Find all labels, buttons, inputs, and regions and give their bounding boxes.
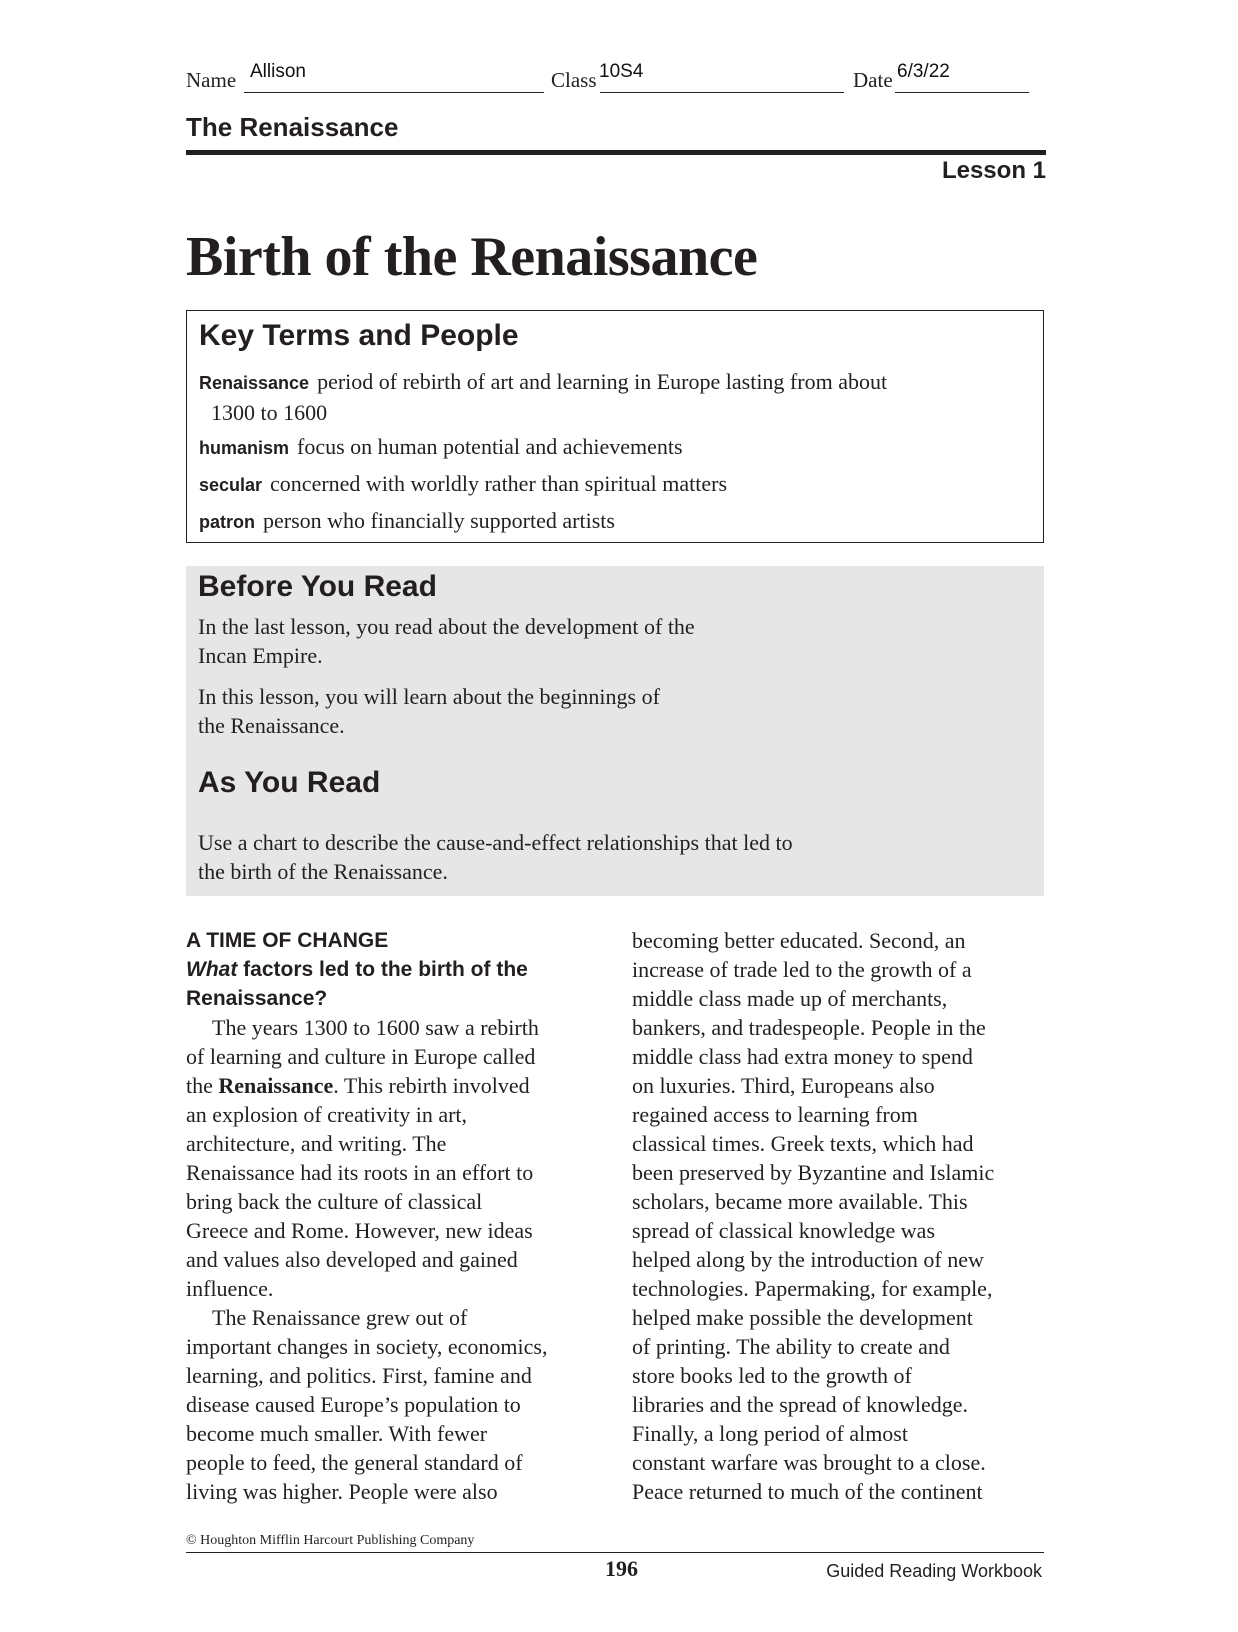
body-line: The Renaissance grew out of [212, 1305, 468, 1330]
name-field[interactable]: Allison [250, 61, 306, 82]
section-question-cont: Renaissance? [186, 987, 328, 1010]
body-line: living was higher. People were also [186, 1479, 498, 1504]
term-definition: period of rebirth of art and learning in Europe lasting from about [317, 369, 888, 394]
body-line: middle class made up of merchants, [632, 986, 948, 1011]
date-underline [895, 92, 1029, 93]
key-term-highlight: Renaissance [218, 1073, 334, 1098]
name-underline [244, 92, 544, 93]
unit-title: The Renaissance [186, 112, 399, 142]
term-word: humanism [199, 438, 290, 458]
body-line: important changes in society, economics, [186, 1334, 548, 1359]
body-line: and values also developed and gained [186, 1247, 518, 1272]
reading-guide-box [186, 566, 1044, 896]
as-you-read-heading: As You Read [198, 766, 381, 799]
body-line: of learning and culture in Europe called [186, 1044, 536, 1069]
body-line: been preserved by Byzantine and Islamic [632, 1160, 995, 1185]
body-line: Greece and Rome. However, new ideas [186, 1218, 533, 1243]
body-line: libraries and the spread of knowledge. [632, 1392, 968, 1417]
body-line: constant warfare was brought to a close. [632, 1450, 986, 1475]
name-label: Name [186, 68, 237, 92]
term-definition-cont: 1300 to 1600 [211, 400, 328, 425]
body-line: regained access to learning from [632, 1102, 918, 1127]
term-row [199, 367, 1029, 427]
key-terms-box [186, 310, 1044, 543]
body-line: the Renaissance. This rebirth involved [186, 1073, 530, 1098]
body-line: classical times. Greek texts, which had [632, 1131, 974, 1156]
body-line: of printing. The ability to create and [632, 1334, 950, 1359]
term-row [199, 432, 1029, 463]
before-you-read-para-2: In this lesson, you will learn about the beginnings of the Renaissance. [198, 684, 660, 738]
body-line: learning, and politics. First, famine and [186, 1363, 532, 1388]
body-line: spread of classical knowledge was [632, 1218, 936, 1243]
body-line: become much smaller. With fewer [186, 1421, 488, 1446]
body-line: disease caused Europe’s population to [186, 1392, 521, 1417]
class-label: Class [551, 68, 597, 92]
before-you-read-para-1: In the last lesson, you read about the development of the Incan Empire. [198, 614, 695, 668]
term-row [199, 506, 1029, 537]
as-you-read-para: Use a chart to describe the cause-and-effect relationships that led to the birth of the Renaissance. [198, 830, 793, 884]
body-line: becoming better educated. Second, an [632, 928, 966, 953]
lesson-label: Lesson 1 [941, 157, 1046, 184]
body-line: middle class had extra money to spend [632, 1044, 973, 1069]
term-definition: concerned with worldly rather than spiritual matters [270, 471, 728, 496]
body-line: helped make possible the development [632, 1305, 973, 1330]
body-line: Renaissance had its roots in an effort to [186, 1160, 534, 1185]
body-line: bring back the culture of classical [186, 1189, 483, 1214]
body-column-left [186, 926, 606, 1506]
body-line: store books led to the growth of [632, 1363, 912, 1388]
body-line: increase of trade led to the growth of a [632, 957, 972, 982]
key-terms-heading: Key Terms and People [199, 319, 519, 352]
term-word: Renaissance [199, 373, 310, 393]
class-field[interactable]: 10S4 [599, 61, 644, 82]
term-word: patron [199, 512, 255, 532]
term-definition: focus on human potential and achievements [297, 434, 683, 459]
term-word: secular [199, 475, 263, 495]
copyright-notice: © Houghton Mifflin Harcourt Publishing Company [186, 1533, 475, 1548]
body-line: an explosion of creativity in art, [186, 1102, 468, 1127]
body-line: Finally, a long period of almost [632, 1421, 908, 1446]
body-line: technologies. Papermaking, for example, [632, 1276, 993, 1301]
body-line: influence. [186, 1276, 274, 1301]
before-you-read-heading: Before You Read [198, 570, 437, 603]
body-line: on luxuries. Third, Europeans also [632, 1073, 935, 1098]
section-heading: A TIME OF CHANGE [186, 929, 389, 952]
body-line: architecture, and writing. The [186, 1131, 447, 1156]
section-question: What factors led to the birth of the [186, 958, 528, 981]
date-label: Date [853, 68, 893, 92]
class-underline [600, 92, 844, 93]
term-row [199, 469, 1029, 500]
term-definition: person who financially supported artists [263, 508, 615, 533]
footer-rule [186, 1552, 1044, 1553]
body-column-right [632, 926, 1052, 1506]
page-title: Birth of the Renaissance [186, 226, 758, 288]
workbook-title: Guided Reading Workbook [826, 1561, 1042, 1581]
body-line: The years 1300 to 1600 saw a rebirth [212, 1015, 539, 1040]
body-line: helped along by the introduction of new [632, 1247, 984, 1272]
header-rule [186, 150, 1046, 155]
date-field[interactable]: 6/3/22 [897, 61, 950, 82]
body-line: bankers, and tradespeople. People in the [632, 1015, 986, 1040]
body-line: Peace returned to much of the continent [632, 1479, 983, 1504]
body-line: people to feed, the general standard of [186, 1450, 523, 1475]
page-number: 196 [605, 1556, 638, 1581]
body-line: scholars, became more available. This [632, 1189, 968, 1214]
